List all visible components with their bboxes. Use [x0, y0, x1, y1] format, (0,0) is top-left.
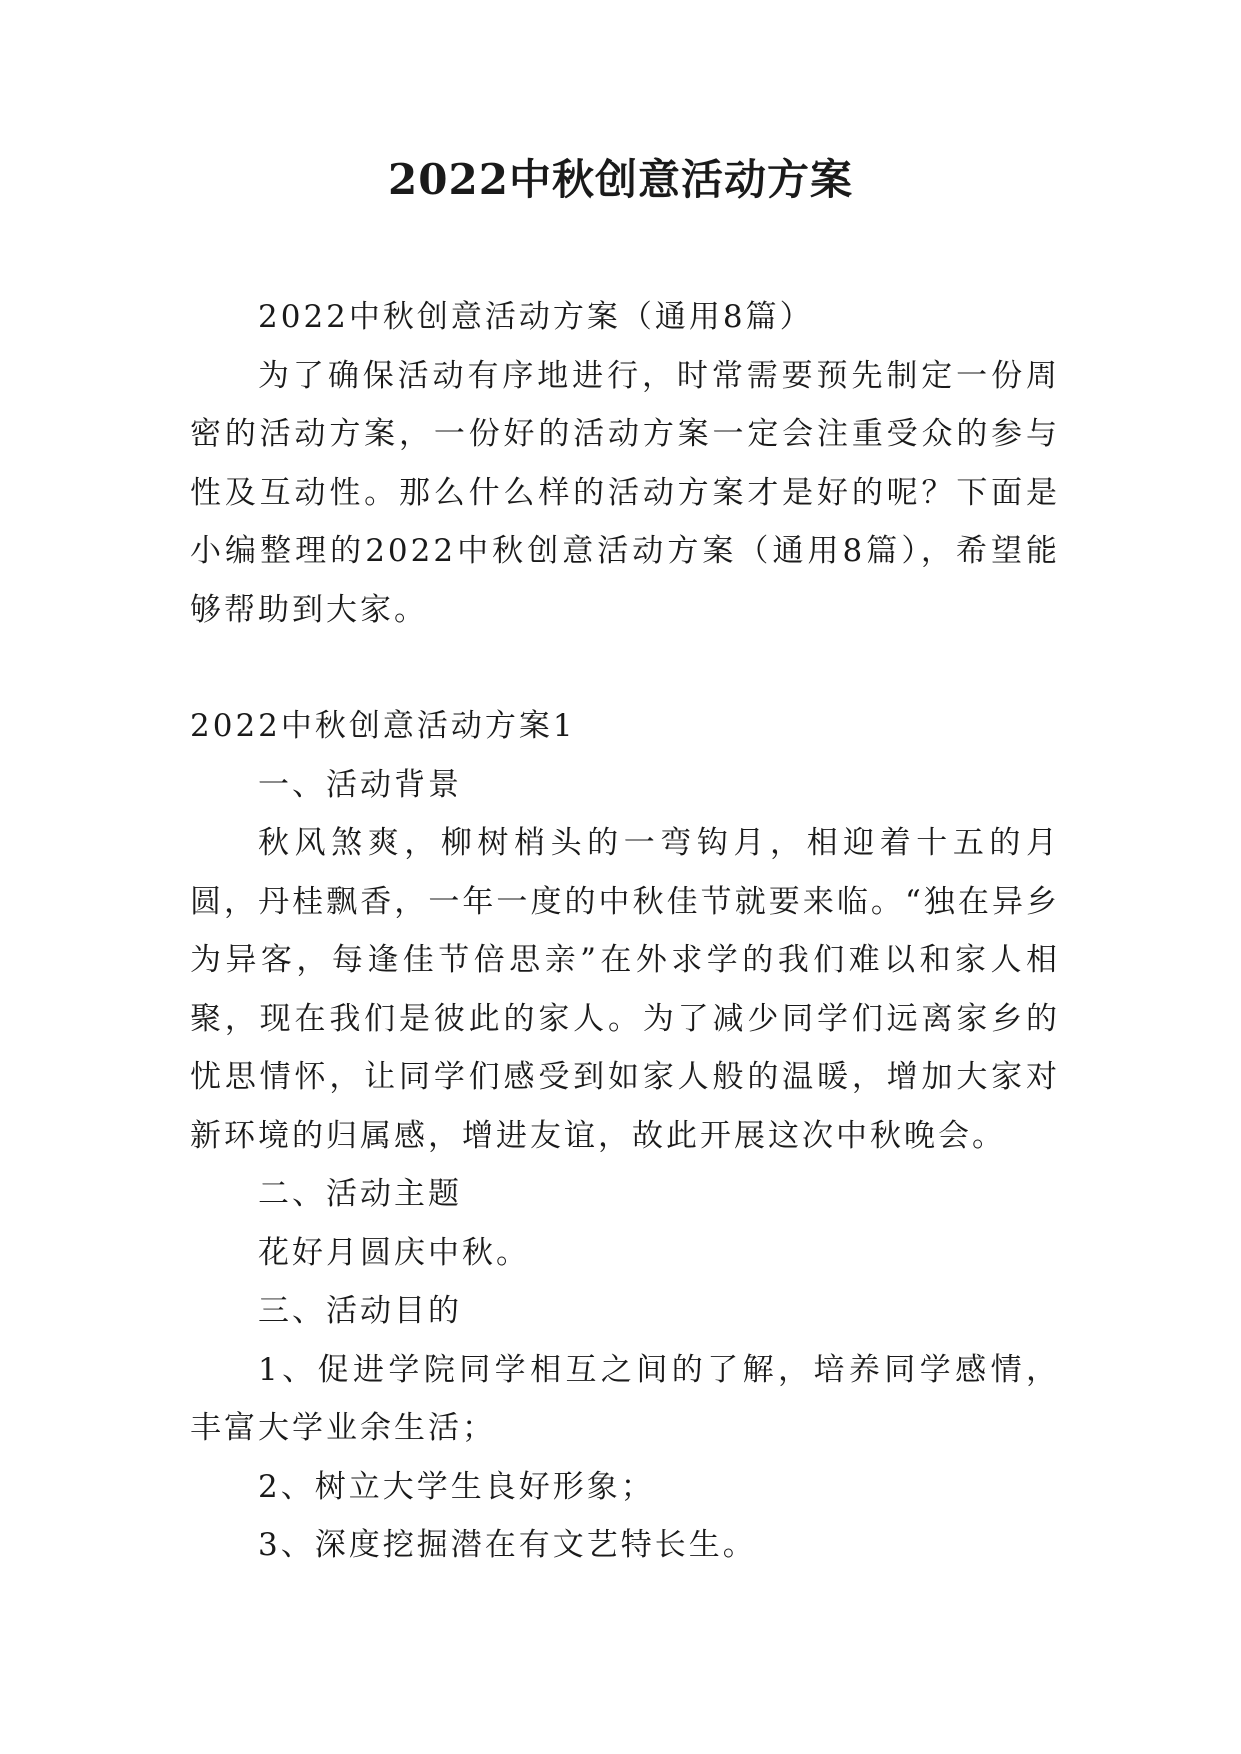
purpose-item: 2、树立大学生良好形象；: [258, 1468, 655, 1505]
document-body: [190, 288, 1060, 1575]
purpose-item: 1、促进学院同学相互之间的了解，培养同学感情，丰富大学业余生活；: [190, 1351, 1060, 1446]
purpose-item: 3、深度挖掘潜在有文艺特长生。: [258, 1527, 757, 1563]
section-heading: 2022中秋创意活动方案1: [190, 708, 576, 744]
document-title: 2022中秋创意活动方案: [388, 155, 853, 204]
subsection-heading-background: 一、活动背景: [258, 766, 462, 803]
subsection-heading-theme: 二、活动主题: [258, 1176, 462, 1212]
background-paragraph: 秋风煞爽，柳树梢头的一弯钩月，相迎着十五的月圆，丹桂飘香，一年一度的中秋佳节就要来临。“独在异乡为异客，每逢佳节倍思亲”在外求学的我们难以和家人相聚，现在我们是彼此的家人。为了减少同学们远离家乡的忧思情怀，让同学们感受到如家人般的温暖，增加大家对新环境的归属感，增进友谊，故此开展这次中秋晚会。: [190, 825, 1060, 1154]
document-subtitle: 2022中秋创意活动方案（通用8篇）: [258, 299, 814, 335]
intro-paragraph: 为了确保活动有序地进行，时常需要预先制定一份周密的活动方案，一份好的活动方案一定会注重受众的参与性及互动性。那么什么样的活动方案才是好的呢？下面是小编整理的2022中秋创意活动方案（通用8篇），希望能够帮助到大家。: [190, 357, 1060, 628]
theme-paragraph: 花好月圆庆中秋。: [258, 1234, 530, 1271]
subsection-heading-purpose: 三、活动目的: [258, 1293, 462, 1329]
